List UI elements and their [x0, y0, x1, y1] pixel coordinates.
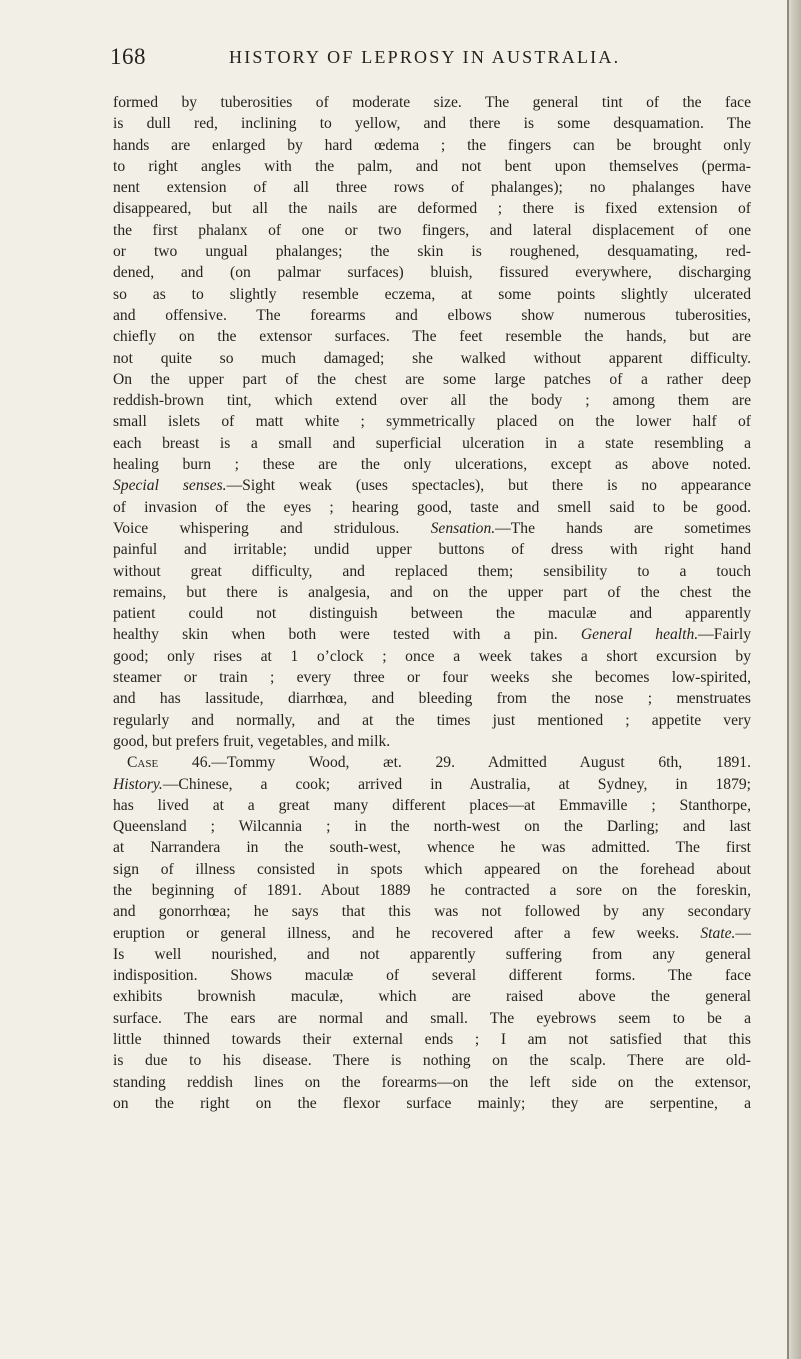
text-line [113, 923, 751, 944]
text-run: disappeared, but all the nails are deformed ; there is fixed extension of [113, 200, 751, 218]
text-line [113, 262, 751, 283]
text-run: indisposition. Shows maculæ of several different forms. The face [113, 967, 751, 985]
text-line [113, 433, 751, 454]
text-run: hands are enlarged by hard œdema ; the fingers can be brought only [113, 136, 751, 154]
text-run: little thinned towards their external ends ; I am not satisfied that this [113, 1031, 751, 1049]
text-line [113, 305, 751, 326]
text-line [113, 774, 751, 795]
text-line [113, 518, 751, 539]
text-line [113, 497, 751, 518]
text-run: formed by tuberosities of moderate size. The general tint of the face [113, 94, 751, 111]
text-line [113, 1050, 751, 1071]
text-run: History. [113, 775, 163, 793]
italic-heading: Sensation. [430, 519, 496, 537]
text-line [113, 284, 751, 305]
text-run: nent extension of all three rows of phalanges); no phalanges have [113, 179, 751, 197]
text-line [113, 688, 751, 709]
text-run: dened, and (on palmar surfaces) bluish, fissured everywhere, discharging [113, 264, 751, 282]
text-run: steamer or train ; every three or four weeks she becomes low-spirited, [113, 669, 751, 687]
text-line [113, 539, 751, 560]
text-run: —Sight weak (uses spectacles), but there is no appearance [226, 477, 751, 495]
text-line [113, 752, 751, 773]
text-line [113, 454, 751, 475]
page-edge-shadow [787, 0, 801, 1359]
text-run: small islets of matt white ; symmetrically placed on the lower half of [113, 413, 751, 431]
text-line [113, 475, 751, 496]
text-line [113, 986, 751, 1007]
text-line [113, 880, 751, 901]
text-run: standing reddish lines on the forearms—on the left side on the extensor, [113, 1073, 751, 1091]
text-line [113, 795, 751, 816]
text-run: healing burn ; these are the only ulcerations, except as above noted. [113, 456, 751, 474]
text-run: Is well nourished, and not apparently suffering from any general [113, 945, 751, 963]
text-run: —Fairly [698, 626, 752, 644]
text-run: sign of illness consisted in spots which appeared on the forehead about [113, 860, 751, 878]
text-run: so as to slightly resemble eczema, at some points slightly ulcerated [113, 285, 751, 303]
page-edge-line [787, 0, 789, 1359]
text-run: and gonorrhœa; he says that this was not followed by any secondary [113, 903, 751, 921]
text-line [113, 1072, 751, 1093]
case-label: Case [127, 754, 159, 772]
text-line [113, 92, 751, 113]
text-line [113, 348, 751, 369]
text-run: has lived at a great many different places—at Emmaville ; Stanthorpe, [113, 796, 751, 814]
text-run: healthy skin when both were tested with a pin. [113, 626, 581, 644]
text-line [113, 624, 751, 645]
text-line [113, 1093, 751, 1114]
text-run: —The hands are sometimes [495, 519, 751, 537]
text-run: —Chinese, a cook; arrived in Australia, at Sydney, in 1879; [162, 775, 751, 793]
text-run: regularly and normally, and at the times just mentioned ; appetite very [113, 711, 751, 729]
text-run: good; only rises at 1 o’clock ; once a week takes a short excursion by [113, 647, 751, 665]
text-run: patient could not distinguish between the maculæ and apparently [113, 605, 751, 623]
text-run: — [735, 924, 751, 942]
text-run: good, but prefers fruit, vegetables, and milk. [113, 732, 391, 750]
text-line [113, 113, 751, 134]
text-run: to right angles with the palm, and not bent upon themselves (perma- [113, 157, 751, 175]
page-header [110, 44, 750, 76]
text-line [113, 390, 751, 411]
text-line [113, 859, 751, 880]
text-line [113, 156, 751, 177]
text-line [113, 837, 751, 858]
text-line [113, 198, 751, 219]
text-run: each breast is a small and superficial ulceration in a state resembling a [113, 434, 751, 452]
text-line [113, 816, 751, 837]
running-title: HISTORY OF LEPROSY IN AUSTRALIA. [229, 47, 621, 67]
text-line [113, 667, 751, 688]
text-line [113, 944, 751, 965]
text-line [113, 646, 751, 667]
text-run: not quite so much damaged; she walked without apparent difficulty. [113, 349, 751, 367]
text-line [113, 582, 751, 603]
text-line [113, 901, 751, 922]
text-run: On the upper part of the chest are some large patches of a rather deep [113, 370, 751, 388]
text-run: or two ungual phalanges; the skin is roughened, desquamating, red- [113, 243, 751, 261]
text-run: the first phalanx of one or two fingers, and lateral displacement of one [113, 221, 751, 239]
text-line [113, 710, 751, 731]
text-line [113, 965, 751, 986]
text-line [113, 603, 751, 624]
italic-heading: General health. [580, 626, 699, 644]
text-run: Special senses. [113, 477, 227, 495]
text-line [113, 731, 751, 752]
text-run: chiefly on the extensor surfaces. The feet resemble the hands, but are [113, 328, 751, 346]
page-number: 168 [110, 44, 146, 69]
text-line [113, 220, 751, 241]
text-line [113, 1008, 751, 1029]
text-run: is dull red, inclining to yellow, and there is some desquamation. The [113, 115, 751, 133]
text-run: exhibits brownish maculæ, which are raised above the general [113, 988, 751, 1006]
italic-heading: State. [700, 924, 736, 942]
text-run: on the right on the flexor surface mainly; they are serpentine, a [113, 1094, 751, 1112]
text-run: 46.—Tommy Wood, æt. 29. Admitted August 6th, 1891. [158, 754, 751, 772]
text-run: eruption or general illness, and he recovered after a few weeks. [113, 924, 701, 942]
text-run: and has lassitude, diarrhœa, and bleeding from the nose ; menstruates [113, 690, 751, 708]
text-line [113, 561, 751, 582]
text-line [113, 369, 751, 390]
text-run: surface. The ears are normal and small. The eyebrows seem to be a [113, 1009, 751, 1027]
text-run: Voice whispering and stridulous. [113, 519, 431, 537]
text-run: without great difficulty, and replaced them; sensibility to a touch [113, 562, 751, 580]
text-run: and offensive. The forearms and elbows show numerous tuberosities, [113, 306, 751, 324]
text-line [113, 177, 751, 198]
body-text [113, 92, 751, 1114]
text-line [113, 411, 751, 432]
text-run: reddish-brown tint, which extend over all the body ; among them are [113, 392, 751, 410]
text-run: of invasion of the eyes ; hearing good, taste and smell said to be good. [113, 498, 751, 516]
text-line [113, 1029, 751, 1050]
text-line [113, 326, 751, 347]
text-line [113, 241, 751, 262]
text-line [113, 135, 751, 156]
text-run: Queensland ; Wilcannia ; in the north-west on the Darling; and last [113, 818, 751, 836]
text-run: painful and irritable; undid upper buttons of dress with right hand [113, 541, 751, 559]
text-run: the beginning of 1891. About 1889 he contracted a sore on the foreskin, [113, 881, 751, 899]
text-run: at Narrandera in the south-west, whence he was admitted. The first [113, 839, 751, 857]
text-run: remains, but there is analgesia, and on the upper part of the chest the [113, 583, 751, 601]
text-run: is due to his disease. There is nothing on the scalp. There are old- [113, 1052, 751, 1070]
